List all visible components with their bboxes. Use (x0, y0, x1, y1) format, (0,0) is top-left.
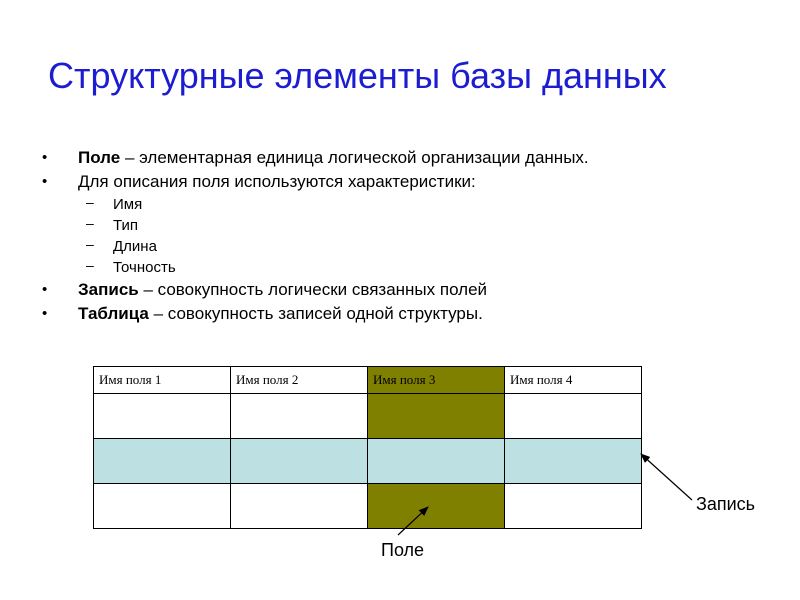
table-cell-field-highlight (368, 394, 505, 439)
table-cell (94, 484, 231, 529)
table-cell (505, 394, 642, 439)
bullet-term: Запись (78, 280, 139, 299)
bullet-text: – совокупность логически связанных полей (138, 280, 488, 299)
table-row (94, 484, 642, 529)
table-header-row (94, 367, 642, 394)
header-cell-field-4: Имя поля 4 (505, 367, 642, 394)
table-cell (231, 484, 368, 529)
bullet-field-definition (40, 146, 760, 170)
table-cell-field-highlight (368, 484, 505, 529)
table-cell-record-highlight (94, 439, 231, 484)
bullet-text: Для описания поля используются характеристики: (78, 172, 476, 191)
slide-title: Структурные элементы базы данных (48, 55, 667, 96)
table-cell (94, 394, 231, 439)
header-cell-field-2: Имя поля 2 (231, 367, 368, 394)
subbullet-type: – Тип (40, 215, 760, 236)
bullet-characteristics (40, 170, 760, 194)
table-cell-record-highlight (505, 439, 642, 484)
bullet-list (40, 146, 760, 326)
table-cell-record-highlight (368, 439, 505, 484)
table-cell-record-highlight (231, 439, 368, 484)
header-cell-field-1: Имя поля 1 (94, 367, 231, 394)
table-cell (505, 484, 642, 529)
bullet-term: Поле (78, 148, 121, 167)
subbullet-length: – Длина (40, 236, 760, 257)
bullet-text: – элементарная единица логической организации данных. (120, 148, 589, 167)
table-row-record-highlight (94, 439, 642, 484)
bullet-table-definition (40, 302, 760, 326)
bullet-record-definition (40, 278, 760, 302)
header-cell-field-3: Имя поля 3 (368, 367, 505, 394)
field-label: Поле (381, 540, 425, 560)
record-arrow (641, 454, 692, 500)
bullet-term: Таблица (78, 304, 149, 323)
table-cell (231, 394, 368, 439)
record-label: Запись (696, 494, 756, 514)
subbullet-name: – Имя (40, 194, 760, 215)
subbullet-precision: – Точность (40, 257, 760, 278)
bullet-text: – совокупность записей одной структуры. (148, 304, 483, 323)
example-table (93, 366, 642, 529)
table-row (94, 394, 642, 439)
